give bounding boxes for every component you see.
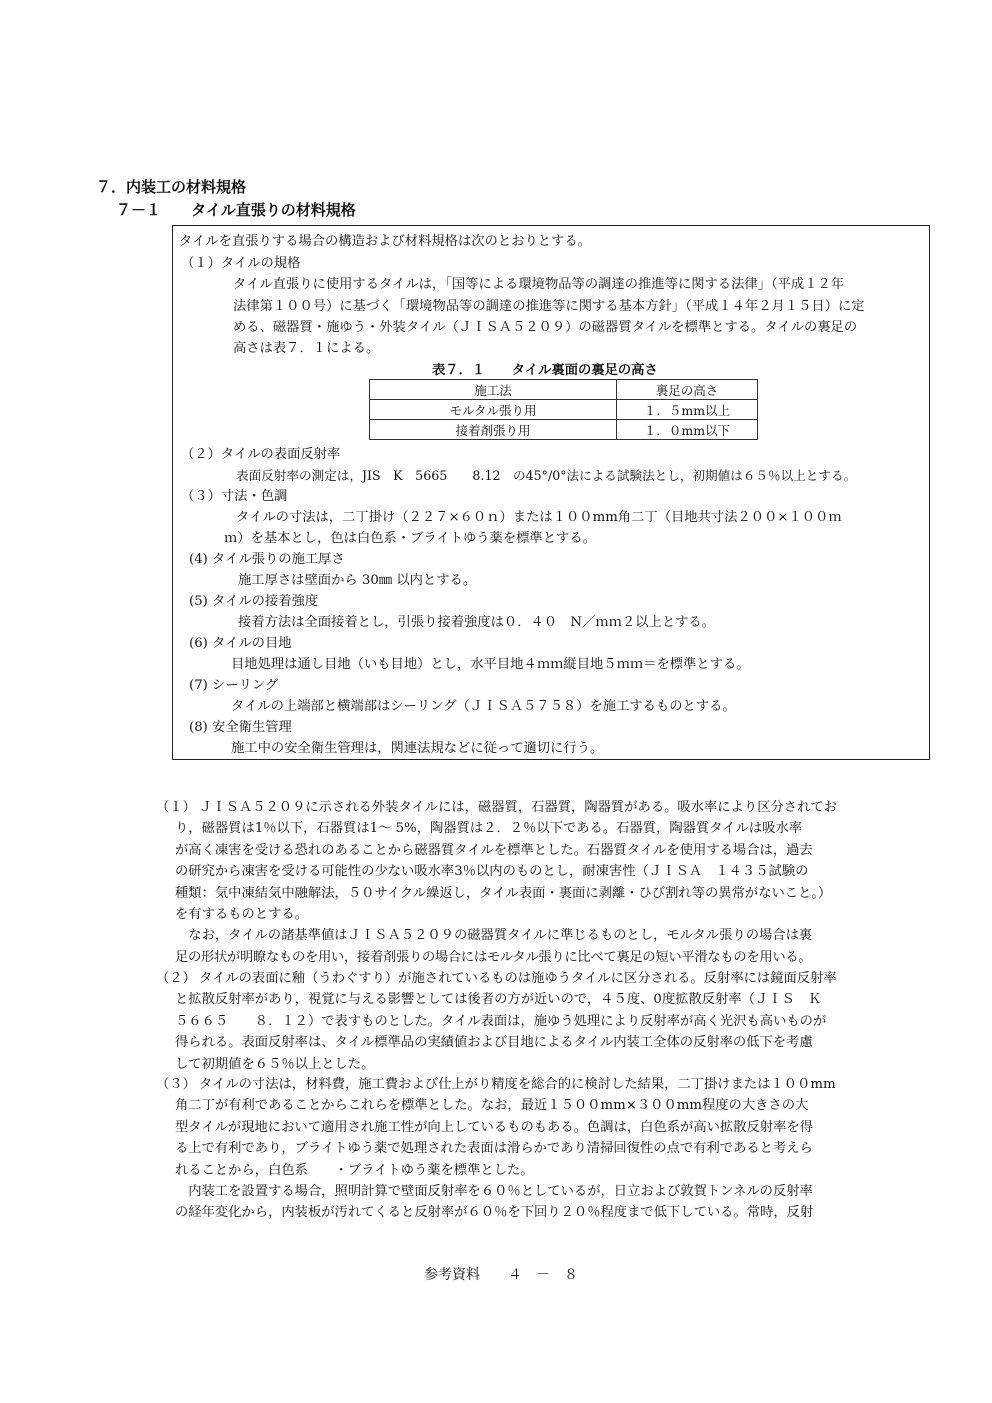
- item-heading: （３）寸法・色調: [181, 489, 288, 504]
- note-label: （１）: [156, 800, 196, 815]
- note-line: 得られる。表面反射率は、タイル標準品の実績値および目地によるタイル内装工全体の反射率の低下を考慮: [175, 1035, 813, 1051]
- item-heading: (8) 安全衛生管理: [189, 720, 292, 735]
- table-cell: モルタル張り用: [370, 400, 617, 420]
- table-header-cell: 施工法: [370, 380, 617, 400]
- table-cell: １．０mm以下: [617, 420, 758, 440]
- table-cell: 接着剤張り用: [370, 420, 617, 440]
- page-footer: 参考資料 ４ － ８: [424, 1267, 578, 1283]
- item-heading: （２）タイルの表面反射率: [181, 447, 341, 462]
- table-cell: １．５mm以上: [617, 400, 758, 420]
- box-intro: タイルを直張りする場合の構造および材料規格は次のとおりとする。: [179, 234, 591, 249]
- item-line: タイル直張りに使用するタイルは，「国等による環境物品等の調達の推進等に関する法律」（平成１２年: [233, 277, 845, 292]
- note-line: の経年変化から，内装板が汚れてくると反射率が６０％を下回り２０％程度まで低下している。常時，反射: [175, 1205, 814, 1221]
- note-line: 内装工を設置する場合，照明計算で壁面反射率を６０％としているが，日立および敦賀トンネルの反射率: [175, 1184, 813, 1200]
- table-header-row: [370, 380, 758, 400]
- table-row: [370, 420, 758, 440]
- item-heading: (4) タイル張りの施工厚さ: [189, 552, 345, 567]
- note-line: 型タイルが現地において適用され施工性が向上しているものもある。色調は，白色系が高い拡散反射率を得: [175, 1119, 813, 1135]
- note-line: ５６６５ ８．１２）で表すものとした。タイル表面は，施ゆう処理により反射率が高く光沢も高いものが: [175, 1013, 827, 1029]
- table-caption: 表７．１ タイル裏面の裏足の高さ: [432, 363, 658, 378]
- note-line: タイルの表面に釉（うわぐすり）が施されているものは施ゆうタイルに区分される。反射率には鏡面反射率: [199, 971, 837, 986]
- item-line: 施工中の安全衛生管理は，関連法規などに従って適切に行う。: [231, 741, 604, 756]
- note-line: 角二丁が有利であることからこれらを標準とした。なお，最近１５００mm×３００mm程度の大きさの大: [175, 1098, 809, 1114]
- note-body: [175, 968, 837, 1075]
- item-line: 表面反射率の測定は，JIS K 5665 8.12 の45°/0°法による試験法とし，初期値は６５％以上とする。: [236, 468, 857, 483]
- note-line: が高く凍害を受ける恐れのあることから磁器質タイルを標準とした。石器質タイルを使用する場合は，過去: [175, 842, 813, 858]
- note-line: る上で有利であり，ブライトゆう薬で処理された表面は滑らかであり清掃回復性の点で有利であると考えら: [175, 1141, 813, 1157]
- item-heading: （１）タイルの規格: [181, 256, 301, 271]
- item-line: 目地処理は通し目地（いも目地）とし，水平目地４ｍｍ縦目地５ｍｍ＝を標準とする。: [231, 657, 750, 672]
- spec-table: [369, 379, 758, 440]
- item-line: タイルの寸法は，二丁掛け（２２７×６０ｎ）または１００mm角二丁（目地共寸法２００×１００ｍ: [236, 510, 842, 525]
- item-heading: (5) タイルの接着強度: [189, 594, 319, 609]
- table-row: [370, 400, 758, 420]
- note-line: して初期値を６５％以上とした。: [175, 1056, 375, 1072]
- item-line: 接着方法は全面接着とし，引張り接着強度は０．４０ N／ｍｍ２以上とする。: [238, 615, 716, 630]
- note-line: 足の形状が明瞭なものを用い，接着剤張りの場合にはモルタル張りに比べて裏足の短い平滑なものを用いる。: [175, 949, 812, 965]
- item-line: 高さは表７．１による。: [233, 341, 380, 356]
- item-heading: (7) シーリング: [189, 678, 279, 693]
- note-line: り，磁器質は1％以下，石器質は1～ 5%，陶器質は２．２％以下である。石器質，陶器質タイルは吸水率: [175, 821, 803, 837]
- note-line: と拡散反射率があり，視覚に与える影響としては後者の方が近いので，４５度、0度拡散反射率（ＪＩＳ Ｋ: [175, 992, 822, 1008]
- note-line: タイルの寸法は，材料費，施工費および仕上がり精度を総合的に検討した結果，二丁掛けまたは１００mm: [199, 1077, 836, 1092]
- item-line: ｍ）を基本とし，色は白色系・ブライトゆう薬を標準とする。: [224, 531, 596, 546]
- item-line: タイルの上端部と横端部はシーリング（ＪＩＳＡ５７５８）を施工するものとする。: [231, 699, 736, 714]
- item-line: める、磁器質・施ゆう・外装タイル（ＪＩＳＡ５２０９）の磁器質タイルを標準とする。タイルの裏足の: [233, 320, 858, 335]
- note-line: 種類：気中凍結気中融解法，５０サイクル繰返し，タイル表面・裏面に剥離・ひび割れ等の異常がないこと。）: [175, 885, 832, 901]
- note-label: （２）: [156, 971, 196, 986]
- note-line: れることから，白色系 ・ブライトゆう薬を標準とした。: [175, 1162, 534, 1178]
- note-label: （３）: [156, 1077, 196, 1092]
- note-body: [175, 797, 837, 968]
- note-line: を有するものとする。: [175, 907, 308, 923]
- section-title: ７．内装工の材料規格: [96, 178, 247, 196]
- item-line: 法律第１００号）に基づく「環境物品等の調達の推進等に関する基本方針」（平成１４年２月１５日）に定: [233, 299, 865, 314]
- item-line: 施工厚さは壁面から 30㎜ 以内とする。: [238, 573, 477, 588]
- note-line: の研究から凍害を受ける可能性の少ない吸水率3％以内のものとし，耐凍害性（ＪＩＳＡ １４３５試験の: [175, 864, 809, 880]
- item-heading: (6) タイルの目地: [189, 636, 292, 651]
- subsection-title: ７－１ タイル直張りの材料規格: [116, 201, 356, 219]
- note-body: [175, 1074, 836, 1224]
- note-line: ＪＩＳＡ５２０９に示される外装タイルには，磁器質，石器質，陶器質がある。吸水率により区分されてお: [199, 800, 837, 815]
- table-header-cell: 裏足の高さ: [617, 380, 758, 400]
- note-line: なお，タイルの諸基準値はＪＩＳＡ５２０９の磁器質タイルに準じるものとし，モルタル張りの場合は裏: [175, 928, 813, 944]
